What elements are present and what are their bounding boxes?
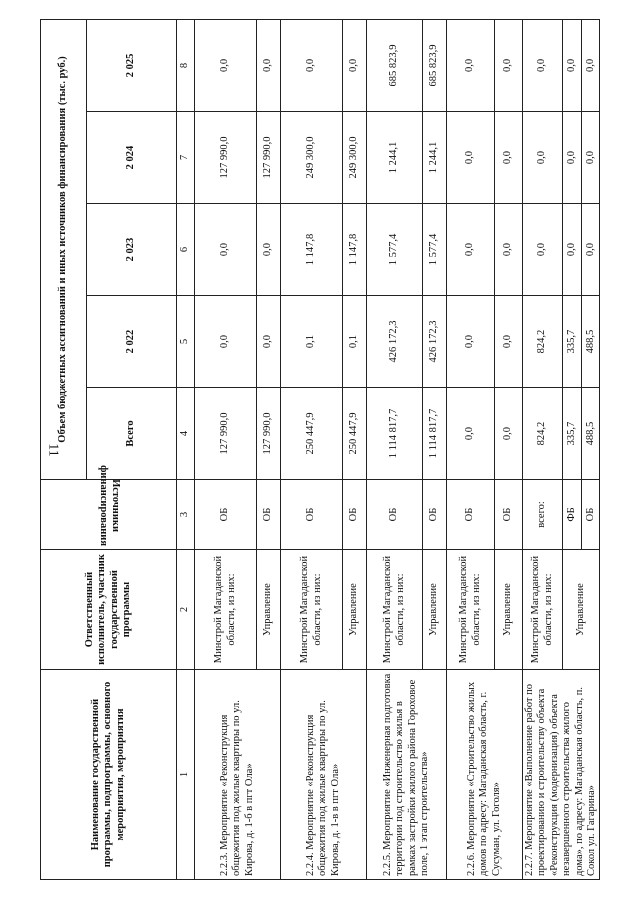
source-cell: ФБ	[563, 480, 582, 550]
executor-cell: Минстрой Магаданской области, из них:	[281, 550, 343, 670]
total-cell: 250 447,9	[281, 388, 343, 480]
year-2023-cell: 0,0	[447, 204, 495, 296]
executor-cell: Управление	[423, 550, 447, 670]
table-row	[447, 19, 495, 879]
executor-cell: Управление	[257, 550, 281, 670]
year-2023-cell: 0,0	[523, 204, 563, 296]
total-cell: 1 114 817,7	[367, 388, 423, 480]
year-2024-cell: 249 300,0	[281, 112, 343, 204]
total-cell: 824,2	[523, 388, 563, 480]
total-cell: 335,7	[563, 388, 582, 480]
header-name: Наименование государственной программы, подпрограммы, основного мероприятия, мероприятия	[41, 670, 177, 880]
measure-name: 2.2.5. Мероприятие «Инженерная подготовка территории под строительство жилья в рамках застройки жилого района Гороховое поле, 1 этап строительства»	[367, 670, 447, 880]
header-year-2025: 2 025	[87, 19, 177, 111]
column-number: 8	[177, 19, 195, 111]
table-row	[281, 19, 343, 879]
executor-cell: Управление	[563, 550, 600, 670]
year-2022-cell: 824,2	[523, 296, 563, 388]
year-2024-cell: 0,0	[582, 112, 600, 204]
header-year-2022: 2 022	[87, 296, 177, 388]
total-cell: 0,0	[447, 388, 495, 480]
measure-name: 2.2.4. Мероприятие «Реконструкция общежития под жилые квартиры по ул. Кирова, д. 1-в в пгт Ола»	[281, 670, 367, 880]
year-2025-cell: 0,0	[343, 19, 367, 111]
measure-name: 2.2.6. Мероприятие «Строительство жилых домов по адресу: Магаданская область, г. Сусуман, ул. Гоголя»	[447, 670, 523, 880]
total-cell: 250 447,9	[343, 388, 367, 480]
year-2022-cell: 0,1	[281, 296, 343, 388]
year-2024-cell: 0,0	[447, 112, 495, 204]
header-funding: Объем бюджетных ассигнований и иных источников финансирования (тыс. руб.)	[41, 19, 87, 479]
column-number: 6	[177, 204, 195, 296]
source-cell: ОБ	[582, 480, 600, 550]
year-2025-cell: 685 823,9	[423, 19, 447, 111]
year-2025-cell: 0,0	[281, 19, 343, 111]
header-year-2024: 2 024	[87, 112, 177, 204]
source-cell: ОБ	[367, 480, 423, 550]
column-number: 2	[177, 550, 195, 670]
executor-cell: Управление	[343, 550, 367, 670]
year-2025-cell: 685 823,9	[367, 19, 423, 111]
year-2023-cell: 0,0	[582, 204, 600, 296]
page-number: 11	[45, 443, 61, 457]
executor-cell: Управление	[495, 550, 523, 670]
year-2024-cell: 0,0	[563, 112, 582, 204]
year-2022-cell: 0,1	[343, 296, 367, 388]
year-2022-cell: 488,5	[582, 296, 600, 388]
table-row	[195, 19, 257, 879]
funding-table	[40, 19, 600, 880]
source-cell: ОБ	[423, 480, 447, 550]
header-total: Всего	[87, 388, 177, 480]
table-row	[367, 19, 423, 879]
year-2025-cell: 0,0	[447, 19, 495, 111]
year-2024-cell: 127 990,0	[257, 112, 281, 204]
year-2022-cell: 335,7	[563, 296, 582, 388]
year-2024-cell: 0,0	[523, 112, 563, 204]
year-2024-cell: 127 990,0	[195, 112, 257, 204]
total-cell: 0,0	[495, 388, 523, 480]
year-2023-cell: 1 147,8	[343, 204, 367, 296]
header-source: Источники финансирования	[41, 480, 177, 550]
source-cell: всего:	[523, 480, 563, 550]
year-2022-cell: 0,0	[195, 296, 257, 388]
year-2025-cell: 0,0	[523, 19, 563, 111]
year-2025-cell: 0,0	[195, 19, 257, 111]
year-2023-cell: 0,0	[257, 204, 281, 296]
year-2022-cell: 426 172,3	[423, 296, 447, 388]
column-number: 4	[177, 388, 195, 480]
source-cell: ОБ	[447, 480, 495, 550]
year-2025-cell: 0,0	[495, 19, 523, 111]
year-2024-cell: 0,0	[495, 112, 523, 204]
year-2023-cell: 0,0	[563, 204, 582, 296]
column-number: 5	[177, 296, 195, 388]
year-2023-cell: 1 577,4	[423, 204, 447, 296]
year-2025-cell: 0,0	[582, 19, 600, 111]
total-cell: 1 114 817,7	[423, 388, 447, 480]
total-cell: 127 990,0	[257, 388, 281, 480]
year-2023-cell: 1 577,4	[367, 204, 423, 296]
executor-cell: Минстрой Магаданской области, из них:	[367, 550, 423, 670]
year-2022-cell: 426 172,3	[367, 296, 423, 388]
year-2024-cell: 1 244,1	[423, 112, 447, 204]
measure-name: 2.2.7. Мероприятие «Выполнение работ по проектированию и строительству объекта «Реконструкция (модернизация) объекта незавершенного строительства жилого дома», по адресу: Магаданская область, п. Сокол ул. Гагарина»	[523, 670, 600, 880]
source-cell: ОБ	[495, 480, 523, 550]
executor-cell: Минстрой Магаданской области, из них:	[195, 550, 257, 670]
source-cell: ОБ	[257, 480, 281, 550]
total-cell: 488,5	[582, 388, 600, 480]
column-number: 1	[177, 670, 195, 880]
total-cell: 127 990,0	[195, 388, 257, 480]
source-cell: ОБ	[195, 480, 257, 550]
year-2025-cell: 0,0	[257, 19, 281, 111]
executor-cell: Минстрой Магаданской области, из них:	[523, 550, 563, 670]
source-cell: ОБ	[281, 480, 343, 550]
header-year-2023: 2 023	[87, 204, 177, 296]
year-2025-cell: 0,0	[563, 19, 582, 111]
year-2024-cell: 249 300,0	[343, 112, 367, 204]
year-2023-cell: 1 147,8	[281, 204, 343, 296]
column-number: 3	[177, 480, 195, 550]
year-2024-cell: 1 244,1	[367, 112, 423, 204]
header-executor: Ответственный исполнитель, участник государственной программы	[41, 550, 177, 670]
column-number: 7	[177, 112, 195, 204]
year-2022-cell: 0,0	[495, 296, 523, 388]
rotated-table-container	[40, 20, 596, 880]
source-cell: ОБ	[343, 480, 367, 550]
year-2022-cell: 0,0	[447, 296, 495, 388]
measure-name: 2.2.3. Мероприятие «Реконструкция общежития под жилые квартиры по ул. Кирова, д. 1-б в пгт Ола»	[195, 670, 281, 880]
year-2023-cell: 0,0	[495, 204, 523, 296]
executor-cell: Минстрой Магаданской области, из них:	[447, 550, 495, 670]
year-2023-cell: 0,0	[195, 204, 257, 296]
table-row	[523, 19, 563, 879]
year-2022-cell: 0,0	[257, 296, 281, 388]
